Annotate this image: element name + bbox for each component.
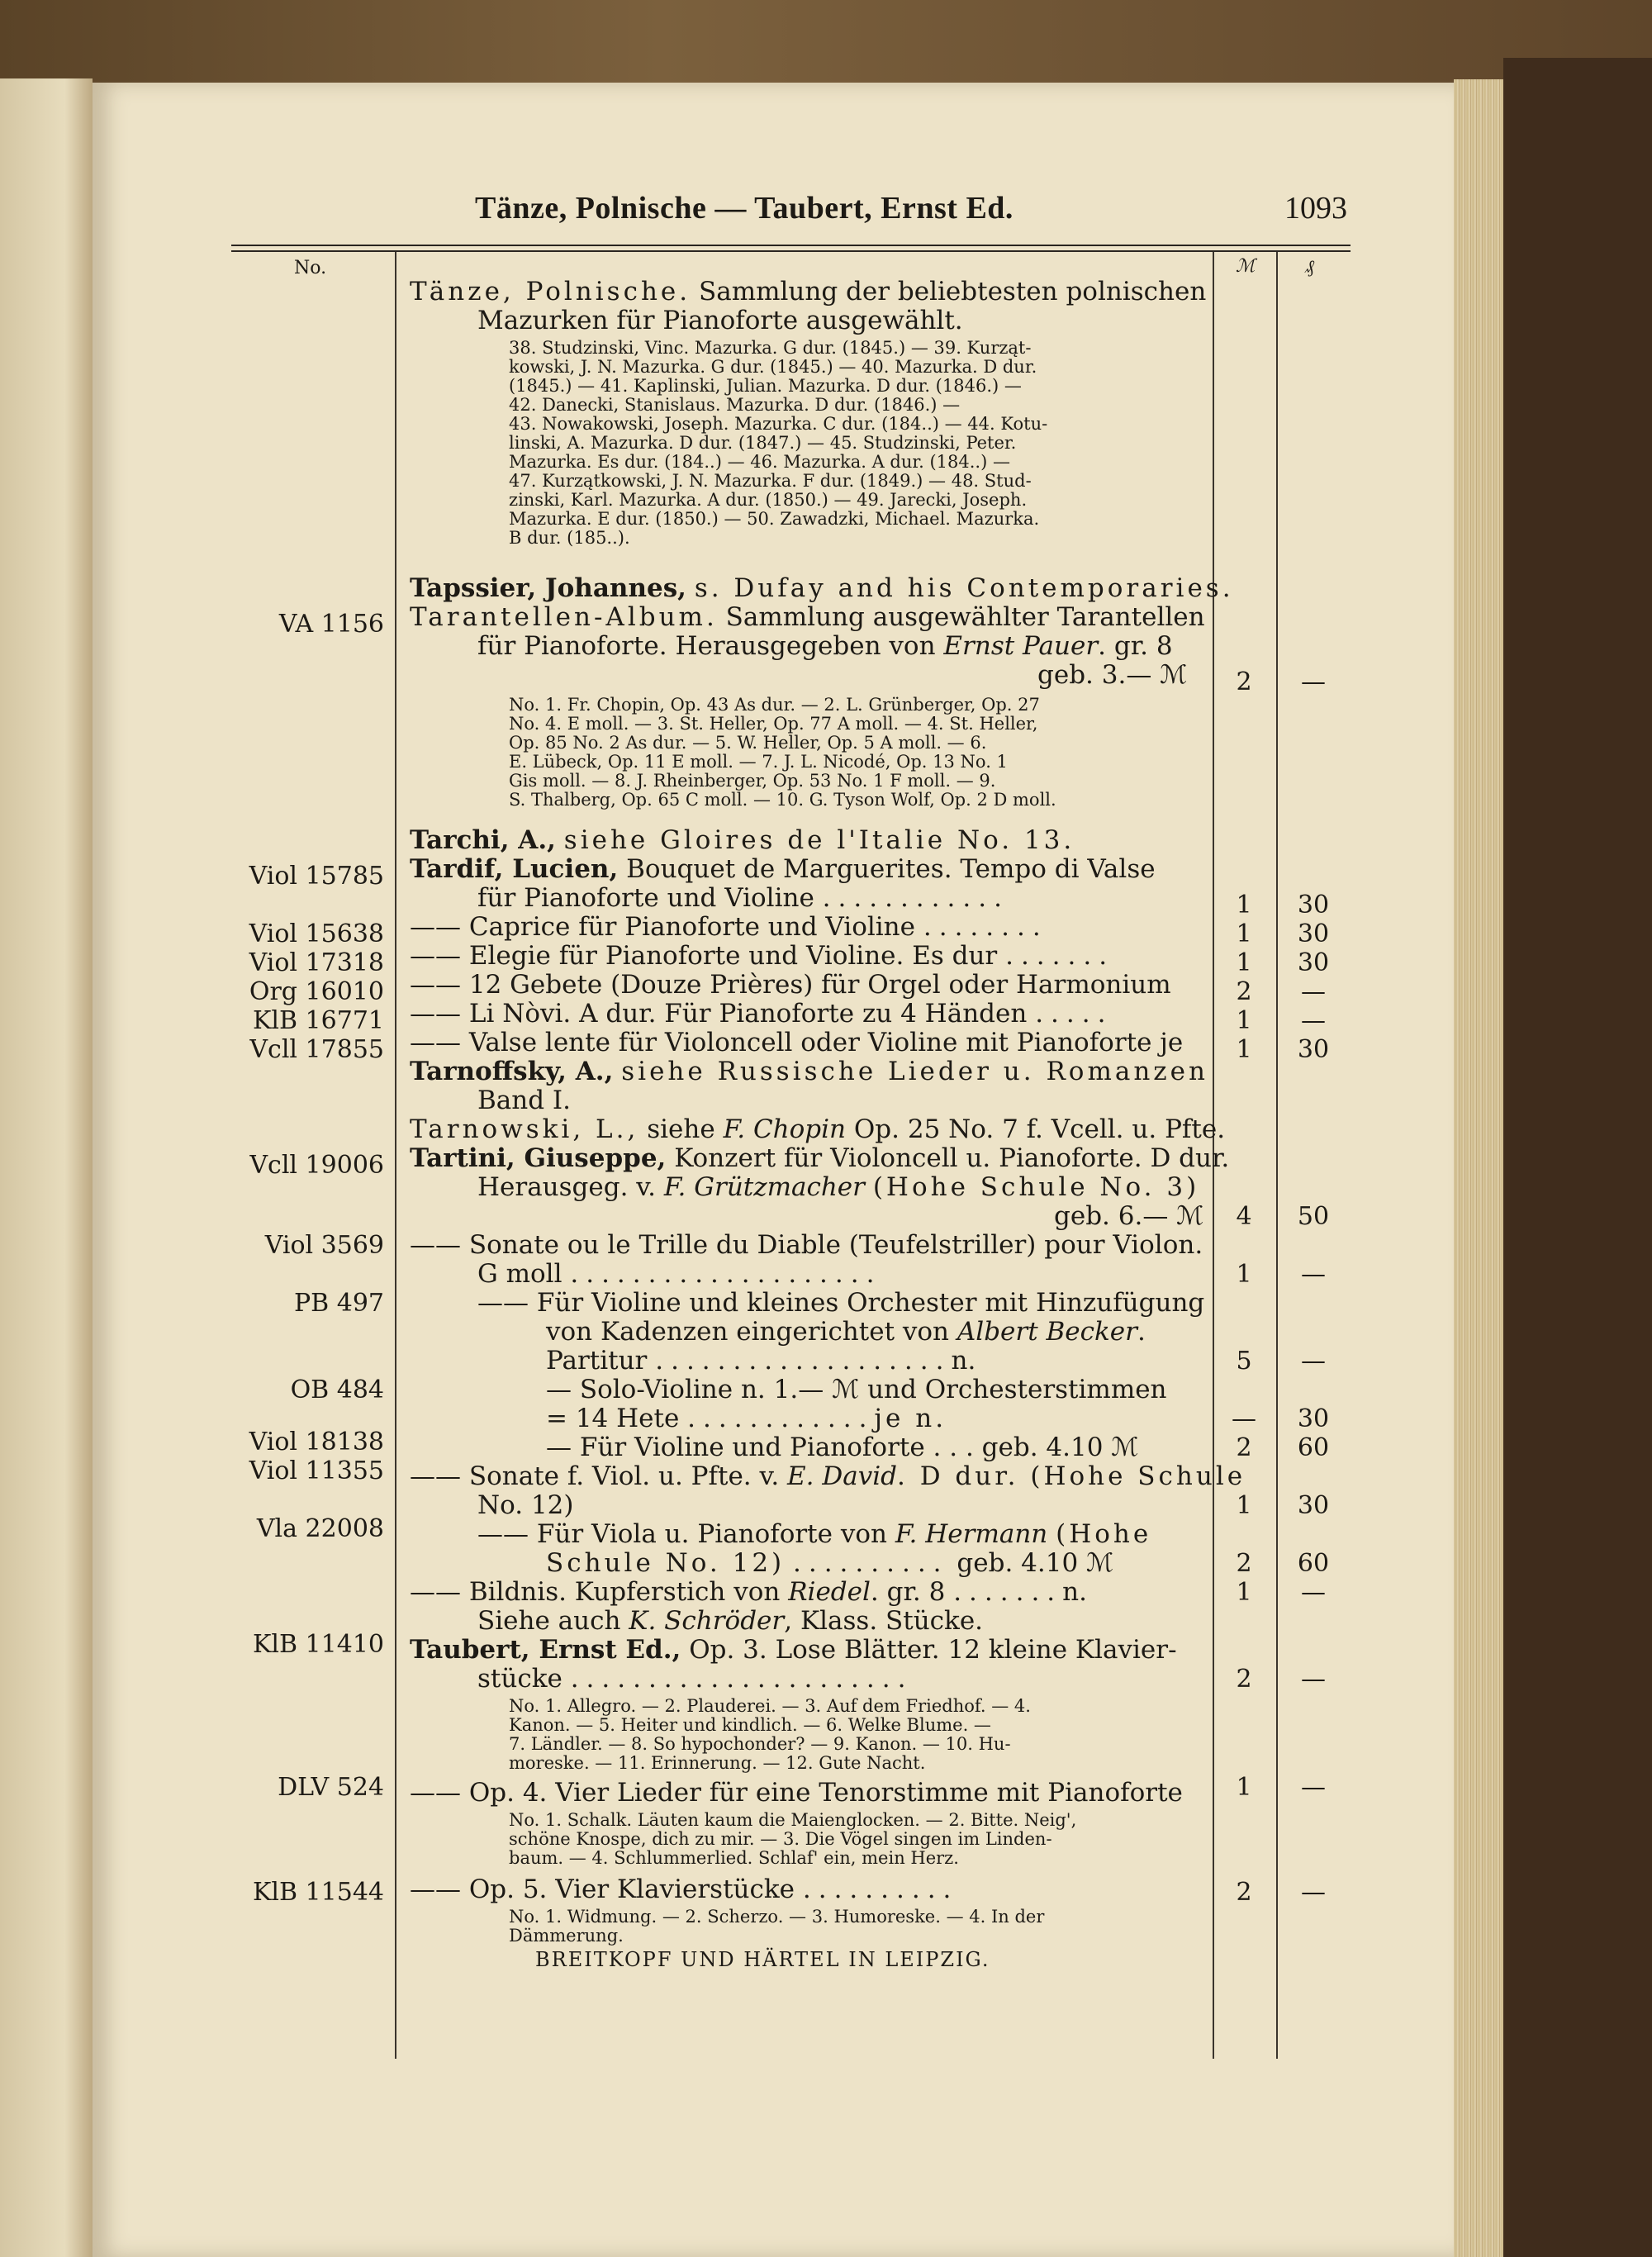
publisher-footer: BREITKOPF UND HÄRTEL IN LEIPZIG. [535, 1948, 990, 1971]
contents-line: 42. Danecki, Stanislaus. Mazurka. D dur. (1846.) — [509, 395, 961, 415]
entry-text: (Hohe [1056, 1519, 1152, 1549]
price-mark: 2 [1236, 668, 1252, 696]
entry-text: . D dur. (Hohe Schule [897, 1461, 1246, 1491]
editor-name: Albert Becker [957, 1317, 1137, 1347]
entry-text: —— Sonate f. Viol. u. Pfte. v. [410, 1461, 780, 1491]
entry-text: G moll [477, 1259, 563, 1289]
price-pfennig: — [1301, 1260, 1326, 1289]
entry-line [477, 1173, 1199, 1202]
entry-price-note: geb. 3.— ℳ [1037, 660, 1188, 690]
price-mark: 1 [1236, 891, 1252, 919]
price-mark: 5 [1236, 1347, 1252, 1376]
contents-line: B dur. (185..). [509, 528, 630, 548]
price-pfennig: — [1301, 668, 1326, 696]
entry-line: —— Caprice für Pianoforte und Violine ........ [410, 912, 1048, 942]
composer-name: Tardif, Lucien, [410, 854, 619, 884]
entry-line: — Für Violine und Pianoforte . . . geb. 4.10 ℳ [546, 1433, 1139, 1462]
order-number: Vcll 19006 [249, 1151, 384, 1180]
entry-heading [410, 1144, 1229, 1173]
price-pfennig: 30 [1297, 1491, 1330, 1520]
order-number: OB 484 [290, 1376, 384, 1404]
contents-line: Op. 85 No. 2 As dur. — 5. W. Heller, Op. 5 A moll. — 6. [509, 733, 987, 753]
price-mark: 2 [1236, 1549, 1252, 1578]
entry-text: —— Bildnis. Kupferstich von [410, 1577, 781, 1607]
order-number: DLV 524 [278, 1773, 384, 1802]
entry-text: —— Op. 5. Vier Klavierstücke [410, 1874, 795, 1904]
editor-name: Ernst Pauer [943, 631, 1099, 661]
contents-line: No. 4. E moll. — 3. St. Heller, Op. 77 A moll. — 4. St. Heller, [509, 714, 1038, 734]
composer-reference: F. Chopin [723, 1114, 847, 1144]
entry-text: Schule No. 12) [546, 1548, 786, 1578]
entry-text: —— Elegie für Pianoforte und Violine. Es dur [410, 941, 998, 971]
price-pfennig: 50 [1297, 1202, 1330, 1231]
entry-line: stücke ...................... [477, 1664, 914, 1694]
contents-line: Mazurka. E dur. (1850.) — 50. Zawadzki, Michael. Mazurka. [509, 509, 1040, 529]
contents-line: No. 1. Fr. Chopin, Op. 43 As dur. — 2. L. Grünberger, Op. 27 [509, 695, 1040, 715]
entry-heading [410, 278, 1206, 306]
entry-line: für Pianoforte und Violine ............ [477, 883, 1009, 913]
contents-line: 38. Studzinski, Vinc. Mazurka. G dur. (1845.) — 39. Kurząt- [509, 338, 1032, 358]
order-number: VA 1156 [278, 610, 384, 639]
entry-line: Band I. [477, 1086, 572, 1115]
entry-text: Sammlung der beliebtesten polnischen [698, 277, 1207, 306]
price-pfennig: 60 [1297, 1433, 1330, 1462]
entry-heading [410, 574, 1234, 603]
composer-name: Tarnowski, L., [410, 1114, 639, 1144]
entry-text: n. [951, 1346, 976, 1376]
order-number: Viol 11355 [249, 1456, 384, 1485]
entry-line: —— Bildnis. Kupferstich von Riedel. gr. 8 .......n. [410, 1577, 1087, 1607]
price-pfennig: — [1301, 1006, 1326, 1035]
entry-text: n. [1062, 1577, 1087, 1607]
entry-text: siehe Gloires de l'Italie No. 13. [563, 825, 1075, 855]
entry-line: von Kadenzen eingerichtet von Albert Becker. [546, 1317, 1146, 1347]
contents-line: schöne Knospe, dich zu mir. — 3. Die Vögel singen im Linden- [509, 1829, 1052, 1849]
price-pfennig: — [1301, 1773, 1326, 1802]
contents-line: S. Thalberg, Op. 65 C moll. — 10. G. Tyson Wolf, Op. 2 D moll. [509, 790, 1056, 810]
entry-text: von Kadenzen eingerichtet von [546, 1317, 950, 1347]
composer-reference: K. Schröder [629, 1606, 785, 1636]
price-mark: 1 [1236, 1035, 1252, 1064]
contents-line: E. Lübeck, Op. 11 E moll. — 7. J. L. Nicodé, Op. 13 No. 1 [509, 752, 1008, 772]
entry-text: —— Li Nòvi. A dur. Für Pianoforte zu 4 Händen [410, 999, 1028, 1029]
entry-heading [410, 1115, 1225, 1144]
entry-text: Konzert für Violoncell u. Pianoforte. D dur. [674, 1143, 1230, 1173]
price-pfennig: — [1301, 977, 1326, 1006]
price-pfennig: 30 [1297, 1404, 1330, 1433]
entry-text: je n. [874, 1404, 947, 1433]
entry-line: Mazurken für Pianoforte ausgewählt. [477, 306, 963, 335]
order-number: Viol 18138 [249, 1428, 384, 1456]
contents-line: 47. Kurzątkowski, J. N. Mazurka. F dur. (1849.) — 48. Stud- [509, 471, 1032, 491]
entry-text: Op. 25 No. 7 f. Vcell. u. Pfte. [853, 1114, 1226, 1144]
book-cover-edge [1503, 58, 1652, 2257]
entry-line: —— Sonate ou le Trille du Diable (Teufelstriller) pour Violon. [410, 1230, 1203, 1260]
contents-line: No. 1. Schalk. Läuten kaum die Maienglocken. — 2. Bitte. Neig', [509, 1810, 1077, 1830]
entry-text: (Hohe Schule No. 3) [872, 1172, 1200, 1202]
entry-text: . gr. 8 [1098, 631, 1173, 661]
composer-name: Tartini, Giuseppe, [410, 1143, 667, 1173]
page-number: 1093 [1284, 191, 1347, 226]
artist-name: Riedel [788, 1577, 871, 1607]
entry-text: Op. 3. Lose Blätter. 12 kleine Klavier- [689, 1635, 1177, 1665]
column-divider [1276, 252, 1278, 2059]
entry-text: s. Dufay and his Contemporaries. [694, 573, 1234, 603]
entry-line: —— 12 Gebete (Douze Prières) für Orgel oder Harmonium [410, 970, 1171, 1000]
entry-line: = 14 Hete ............je n. [546, 1404, 947, 1433]
order-number: KlB 11544 [252, 1878, 384, 1907]
entry-price-note: geb. 6.— ℳ [1054, 1201, 1204, 1231]
entry-heading [410, 603, 1205, 632]
entry-line [477, 1607, 983, 1636]
price-mark: 1 [1236, 1260, 1252, 1289]
price-mark: 2 [1236, 1878, 1252, 1907]
order-number: KlB 16771 [252, 1006, 384, 1035]
price-mark: — [1232, 1404, 1256, 1433]
composer-name: Tarnoffsky, A., [410, 1057, 614, 1086]
running-header [384, 190, 1351, 236]
price-pfennig: — [1301, 1665, 1326, 1694]
entry-line: —— Für Violine und kleines Orchester mit Hinzufügung [477, 1288, 1205, 1318]
entry-heading [410, 1636, 1177, 1665]
editor-name: E. David [787, 1461, 897, 1491]
entry-line: —— Elegie für Pianoforte und Violine. Es dur ....... [410, 941, 1115, 971]
price-pfennig: 30 [1297, 919, 1330, 948]
entry-text: = 14 Hete [546, 1404, 680, 1433]
entry-heading [410, 826, 1075, 855]
order-number: Org 16010 [249, 977, 384, 1006]
price-mark: 1 [1236, 948, 1252, 977]
column-header-pf: ₰ [1305, 257, 1314, 278]
column-header-no: No. [294, 258, 327, 278]
composer-name: Tarchi, A., [410, 825, 556, 855]
contents-line: linski, A. Mazurka. D dur. (1847.) — 45. Studzinski, Peter. [509, 433, 1017, 453]
entry-line [477, 632, 1173, 661]
entry-title: Tänze, Polnische. [410, 277, 691, 306]
price-pfennig: 30 [1297, 891, 1330, 919]
entry-line: Schule No. 12) .......... geb. 4.10 ℳ [546, 1548, 1114, 1578]
order-number: Viol 3569 [264, 1231, 384, 1260]
price-pfennig: 60 [1297, 1549, 1330, 1578]
entry-line [477, 1520, 1151, 1549]
page-edges [1454, 79, 1503, 2257]
price-pfennig: — [1301, 1878, 1326, 1907]
entry-line: Partitur ...................n. [546, 1346, 976, 1376]
entry-text: —— Für Viola u. Pianoforte von [477, 1519, 887, 1549]
price-mark: 2 [1236, 977, 1252, 1006]
entry-line: —— Op. 4. Vier Lieder für eine Tenorstimme mit Pianoforte [410, 1778, 1183, 1808]
entry-text: , Klass. Stücke. [784, 1606, 984, 1636]
price-mark: 4 [1236, 1202, 1252, 1231]
entry-text: stücke [477, 1664, 563, 1694]
header-title: Tänze, Polnische — Taubert, Ernst Ed. [475, 191, 1014, 226]
contents-line: 43. Nowakowski, Joseph. Mazurka. C dur. (184..) — 44. Kotu- [509, 414, 1048, 434]
entry-heading [410, 1057, 1208, 1086]
entry-text: Siehe auch [477, 1606, 621, 1636]
entry-line: — Solo-Violine n. 1.— ℳ und Orchesterstimmen [546, 1375, 1167, 1404]
price-pfennig: — [1301, 1347, 1326, 1376]
entry-text: Partitur [546, 1346, 648, 1376]
price-pfennig: 30 [1297, 948, 1330, 977]
price-mark: 1 [1236, 919, 1252, 948]
entry-title: Tarantellen-Album. [410, 602, 718, 632]
editor-name: F. Hermann [895, 1519, 1048, 1549]
price-mark: 1 [1236, 1006, 1252, 1035]
order-number: Viol 15638 [249, 919, 384, 948]
contents-line: No. 1. Widmung. — 2. Scherzo. — 3. Humoreske. — 4. In der [509, 1907, 1045, 1927]
order-number: KlB 11410 [252, 1630, 384, 1659]
entry-text: Sammlung ausgewählter Tarantellen [725, 602, 1205, 632]
price-mark: 2 [1236, 1665, 1252, 1694]
composer-name: Taubert, Ernst Ed., [410, 1635, 681, 1665]
entry-text: . gr. 8 [870, 1577, 946, 1607]
order-number: PB 497 [293, 1289, 384, 1318]
entry-line: —— Li Nòvi. A dur. Für Pianoforte zu 4 Händen ..... [410, 999, 1113, 1029]
entry-heading [410, 855, 1156, 884]
contents-line: Dämmerung. [509, 1926, 624, 1946]
contents-line: moreske. — 11. Erinnerung. — 12. Gute Nacht. [509, 1753, 926, 1773]
order-number: Vcll 17855 [249, 1035, 384, 1064]
price-pfennig: 30 [1297, 1035, 1330, 1064]
order-number: Vla 22008 [256, 1514, 384, 1543]
contents-line: No. 1. Allegro. — 2. Plauderei. — 3. Auf dem Friedhof. — 4. [509, 1696, 1031, 1716]
contents-line: Mazurka. Es dur. (184..) — 46. Mazurka. A dur. (184..) — [509, 452, 1010, 472]
price-mark: 1 [1236, 1491, 1252, 1520]
column-divider [395, 252, 396, 2059]
editor-name: F. Grützmacher [663, 1172, 865, 1202]
column-header-mark: ℳ [1236, 256, 1256, 277]
contents-line: baum. — 4. Schlummerlied. Schlaf' ein, mein Herz. [509, 1848, 959, 1868]
entry-text: —— Caprice für Pianoforte und Violine [410, 912, 915, 942]
entry-line: —— Op. 5. Vier Klavierstücke .......... [410, 1874, 959, 1904]
contents-line: kowski, J. N. Mazurka. G dur. (1845.) — 40. Mazurka. D dur. [509, 357, 1037, 377]
header-rule [231, 245, 1351, 252]
order-number: Viol 17318 [249, 948, 384, 977]
entry-text: siehe Russische Lieder u. Romanzen [621, 1057, 1208, 1086]
price-mark: 2 [1236, 1433, 1252, 1462]
price-mark: 1 [1236, 1578, 1252, 1607]
price-pfennig: — [1301, 1578, 1326, 1607]
entry-line [410, 1462, 1246, 1491]
contents-line: 7. Ländler. — 8. So hypochonder? — 9. Kanon. — 10. Hu- [509, 1734, 1011, 1754]
entry-line: G moll .................... [477, 1259, 882, 1289]
contents-line: Gis moll. — 8. J. Rheinberger, Op. 53 No. 1 F moll. — 9. [509, 771, 996, 791]
entry-line: No. 12) [477, 1490, 574, 1520]
entry-text: Bouquet de Marguerites. Tempo di Valse [626, 854, 1156, 884]
left-page-edge [0, 78, 93, 2257]
contents-line: Kanon. — 5. Heiter und kindlich. — 6. Welke Blume. — [509, 1715, 991, 1735]
price-mark: 1 [1236, 1773, 1252, 1802]
entry-text: geb. 4.10 ℳ [957, 1548, 1114, 1578]
entry-text: siehe [647, 1114, 715, 1144]
contents-line: (1845.) — 41. Kaplinski, Julian. Mazurka. D dur. (1846.) — [509, 376, 1022, 396]
contents-line: zinski, Karl. Mazurka. A dur. (1850.) — 49. Jarecki, Joseph. [509, 490, 1028, 510]
entry-text: für Pianoforte und Violine [477, 883, 814, 913]
composer-name: Tapssier, Johannes, [410, 573, 686, 603]
entry-line: —— Valse lente für Violoncell oder Violine mit Pianoforte je [410, 1028, 1184, 1057]
entry-text: Herausgeg. v. [477, 1172, 656, 1202]
entry-text: für Pianoforte. Herausgegeben von [477, 631, 936, 661]
order-number: Viol 15785 [249, 862, 384, 891]
